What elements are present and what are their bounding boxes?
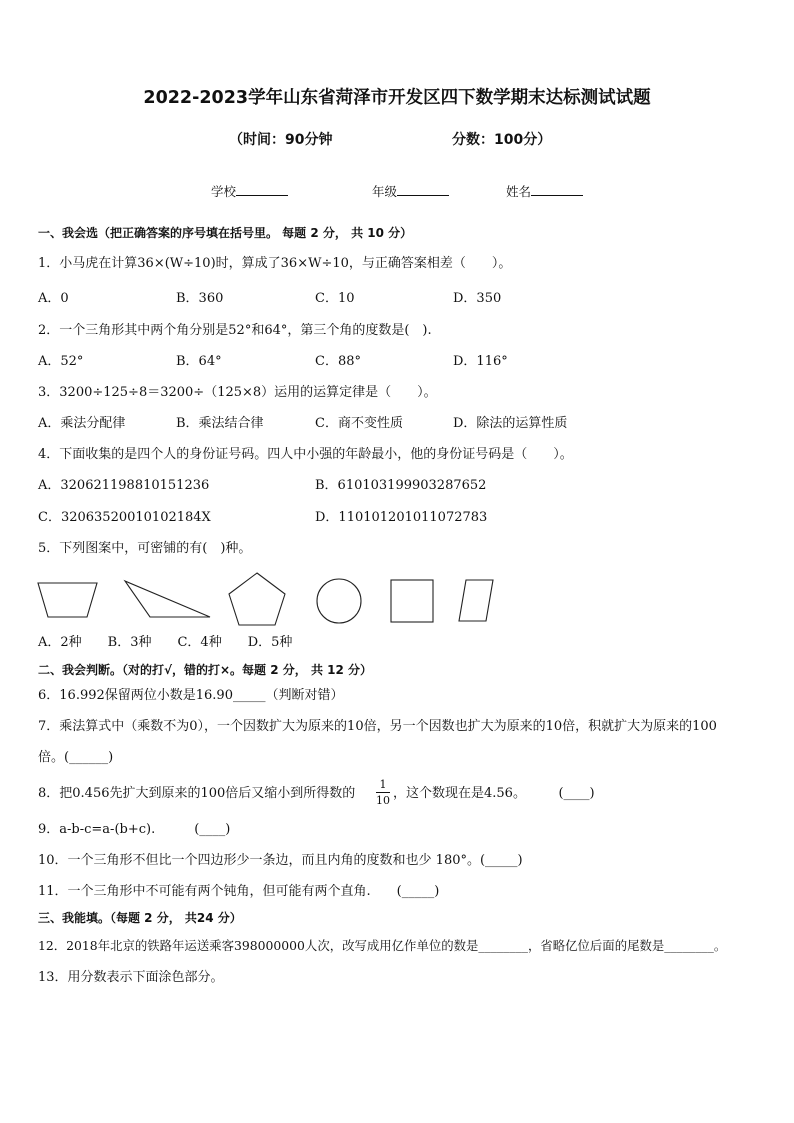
q3-option-b: B．乘法结合律 bbox=[176, 416, 264, 431]
q7-text-line2: 倍。(______) bbox=[38, 750, 114, 765]
q4-option-b: B．610103199903287652 bbox=[315, 478, 487, 493]
q3-option-a: A．乘法分配律 bbox=[38, 416, 126, 431]
q4-option-d: D．110101201011072783 bbox=[315, 510, 488, 525]
section1-heading: 一、我会选（把正确答案的序号填在括号里。 每题 2 分， 共 10 分） bbox=[38, 226, 413, 240]
q8-fraction-numerator: 1 bbox=[379, 778, 387, 791]
pentagon-shape bbox=[229, 573, 285, 625]
q8-text-after: ，这个数现在是4.56。 (____) bbox=[393, 786, 595, 801]
q8-fraction-denominator: 10 bbox=[376, 794, 390, 807]
q1-option-b: B．360 bbox=[176, 291, 224, 306]
q11-text: 11．一个三角形中不可能有两个钝角，但可能有两个直角. (_____) bbox=[38, 884, 440, 899]
parallelogram-shape bbox=[459, 580, 493, 621]
q1-option-d: D．350 bbox=[453, 291, 502, 306]
triangle-shape bbox=[125, 581, 210, 617]
q4-text: 4．下面收集的是四个人的身份证号码。四人中小强的年龄最小，他的身份证号码是（ ）。 bbox=[38, 447, 573, 462]
q2-option-d: D．116° bbox=[453, 354, 508, 369]
section3-heading: 三、我能填。（每题 2 分， 共24 分） bbox=[38, 911, 242, 925]
square-shape bbox=[391, 580, 433, 622]
circle-shape bbox=[317, 579, 361, 623]
q2-option-c: C．88° bbox=[315, 354, 361, 369]
q5-text: 5．下列图案中，可密铺的有( )种。 bbox=[38, 541, 252, 556]
q1-text: 1．小马虎在计算36×(W÷10)时，算成了36×W÷10，与正确答案相差（ ）。 bbox=[38, 256, 512, 271]
page-title: 2022-2023学年山东省菏泽市开发区四下数学期末达标测试试题 bbox=[143, 88, 651, 108]
q5-options: A．2种 B．3种 C．4种 D．5种 bbox=[38, 635, 293, 650]
q2-text: 2．一个三角形其中两个角分别是52°和64°，第三个角的度数是( ). bbox=[38, 323, 432, 338]
exam-score: 分数：100分） bbox=[452, 132, 552, 148]
q7-text-line1: 7．乘法算式中（乘数不为0），一个因数扩大为原来的10倍，另一个因数也扩大为原来的10倍，积就扩大为原来的100 bbox=[38, 719, 717, 734]
q8-fraction-bar bbox=[376, 792, 390, 793]
q9-text: 9．a-b-c=a-(b+c). (____) bbox=[38, 822, 231, 837]
q3-option-c: C．商不变性质 bbox=[315, 416, 403, 431]
trapezoid-shape bbox=[38, 583, 97, 617]
q2-option-b: B．64° bbox=[176, 354, 222, 369]
q6-text: 6．16.992保留两位小数是16.90_____（判断对错） bbox=[38, 688, 344, 703]
exam-time: （时间：90分钟 bbox=[229, 132, 333, 148]
school-label: 学校 bbox=[211, 184, 237, 199]
q3-option-d: D．除法的运算性质 bbox=[453, 416, 568, 431]
q10-text: 10．一个三角形不但比一个四边形少一条边，而且内角的度数和也少 180°。(_____) bbox=[38, 853, 523, 868]
q8-text-before: 8．把0.456先扩大到原来的100倍后又缩小到所得数的 bbox=[38, 786, 356, 801]
q12-text: 12．2018年北京的铁路年运送乘客398000000人次，改写成用亿作单位的数是________，省略亿位后面的尾数是________。 bbox=[38, 938, 727, 953]
q1-option-c: C．10 bbox=[315, 291, 355, 306]
q3-text: 3．3200÷125÷8＝3200÷（125×8）运用的运算定律是（ ）。 bbox=[38, 385, 437, 400]
q4-option-c: C．32063520010102184X bbox=[38, 510, 211, 525]
section2-heading: 二、我会判断。（对的打√，错的打×。每题 2 分， 共 12 分） bbox=[38, 663, 372, 677]
q1-option-a: A．0 bbox=[38, 291, 69, 306]
q4-option-a: A．320621198810151236 bbox=[38, 478, 210, 493]
name-label: 姓名 bbox=[506, 184, 532, 199]
q13-text: 13．用分数表示下面涂色部分。 bbox=[38, 970, 224, 985]
grade-label: 年级 bbox=[372, 184, 398, 199]
q2-option-a: A．52° bbox=[38, 354, 84, 369]
